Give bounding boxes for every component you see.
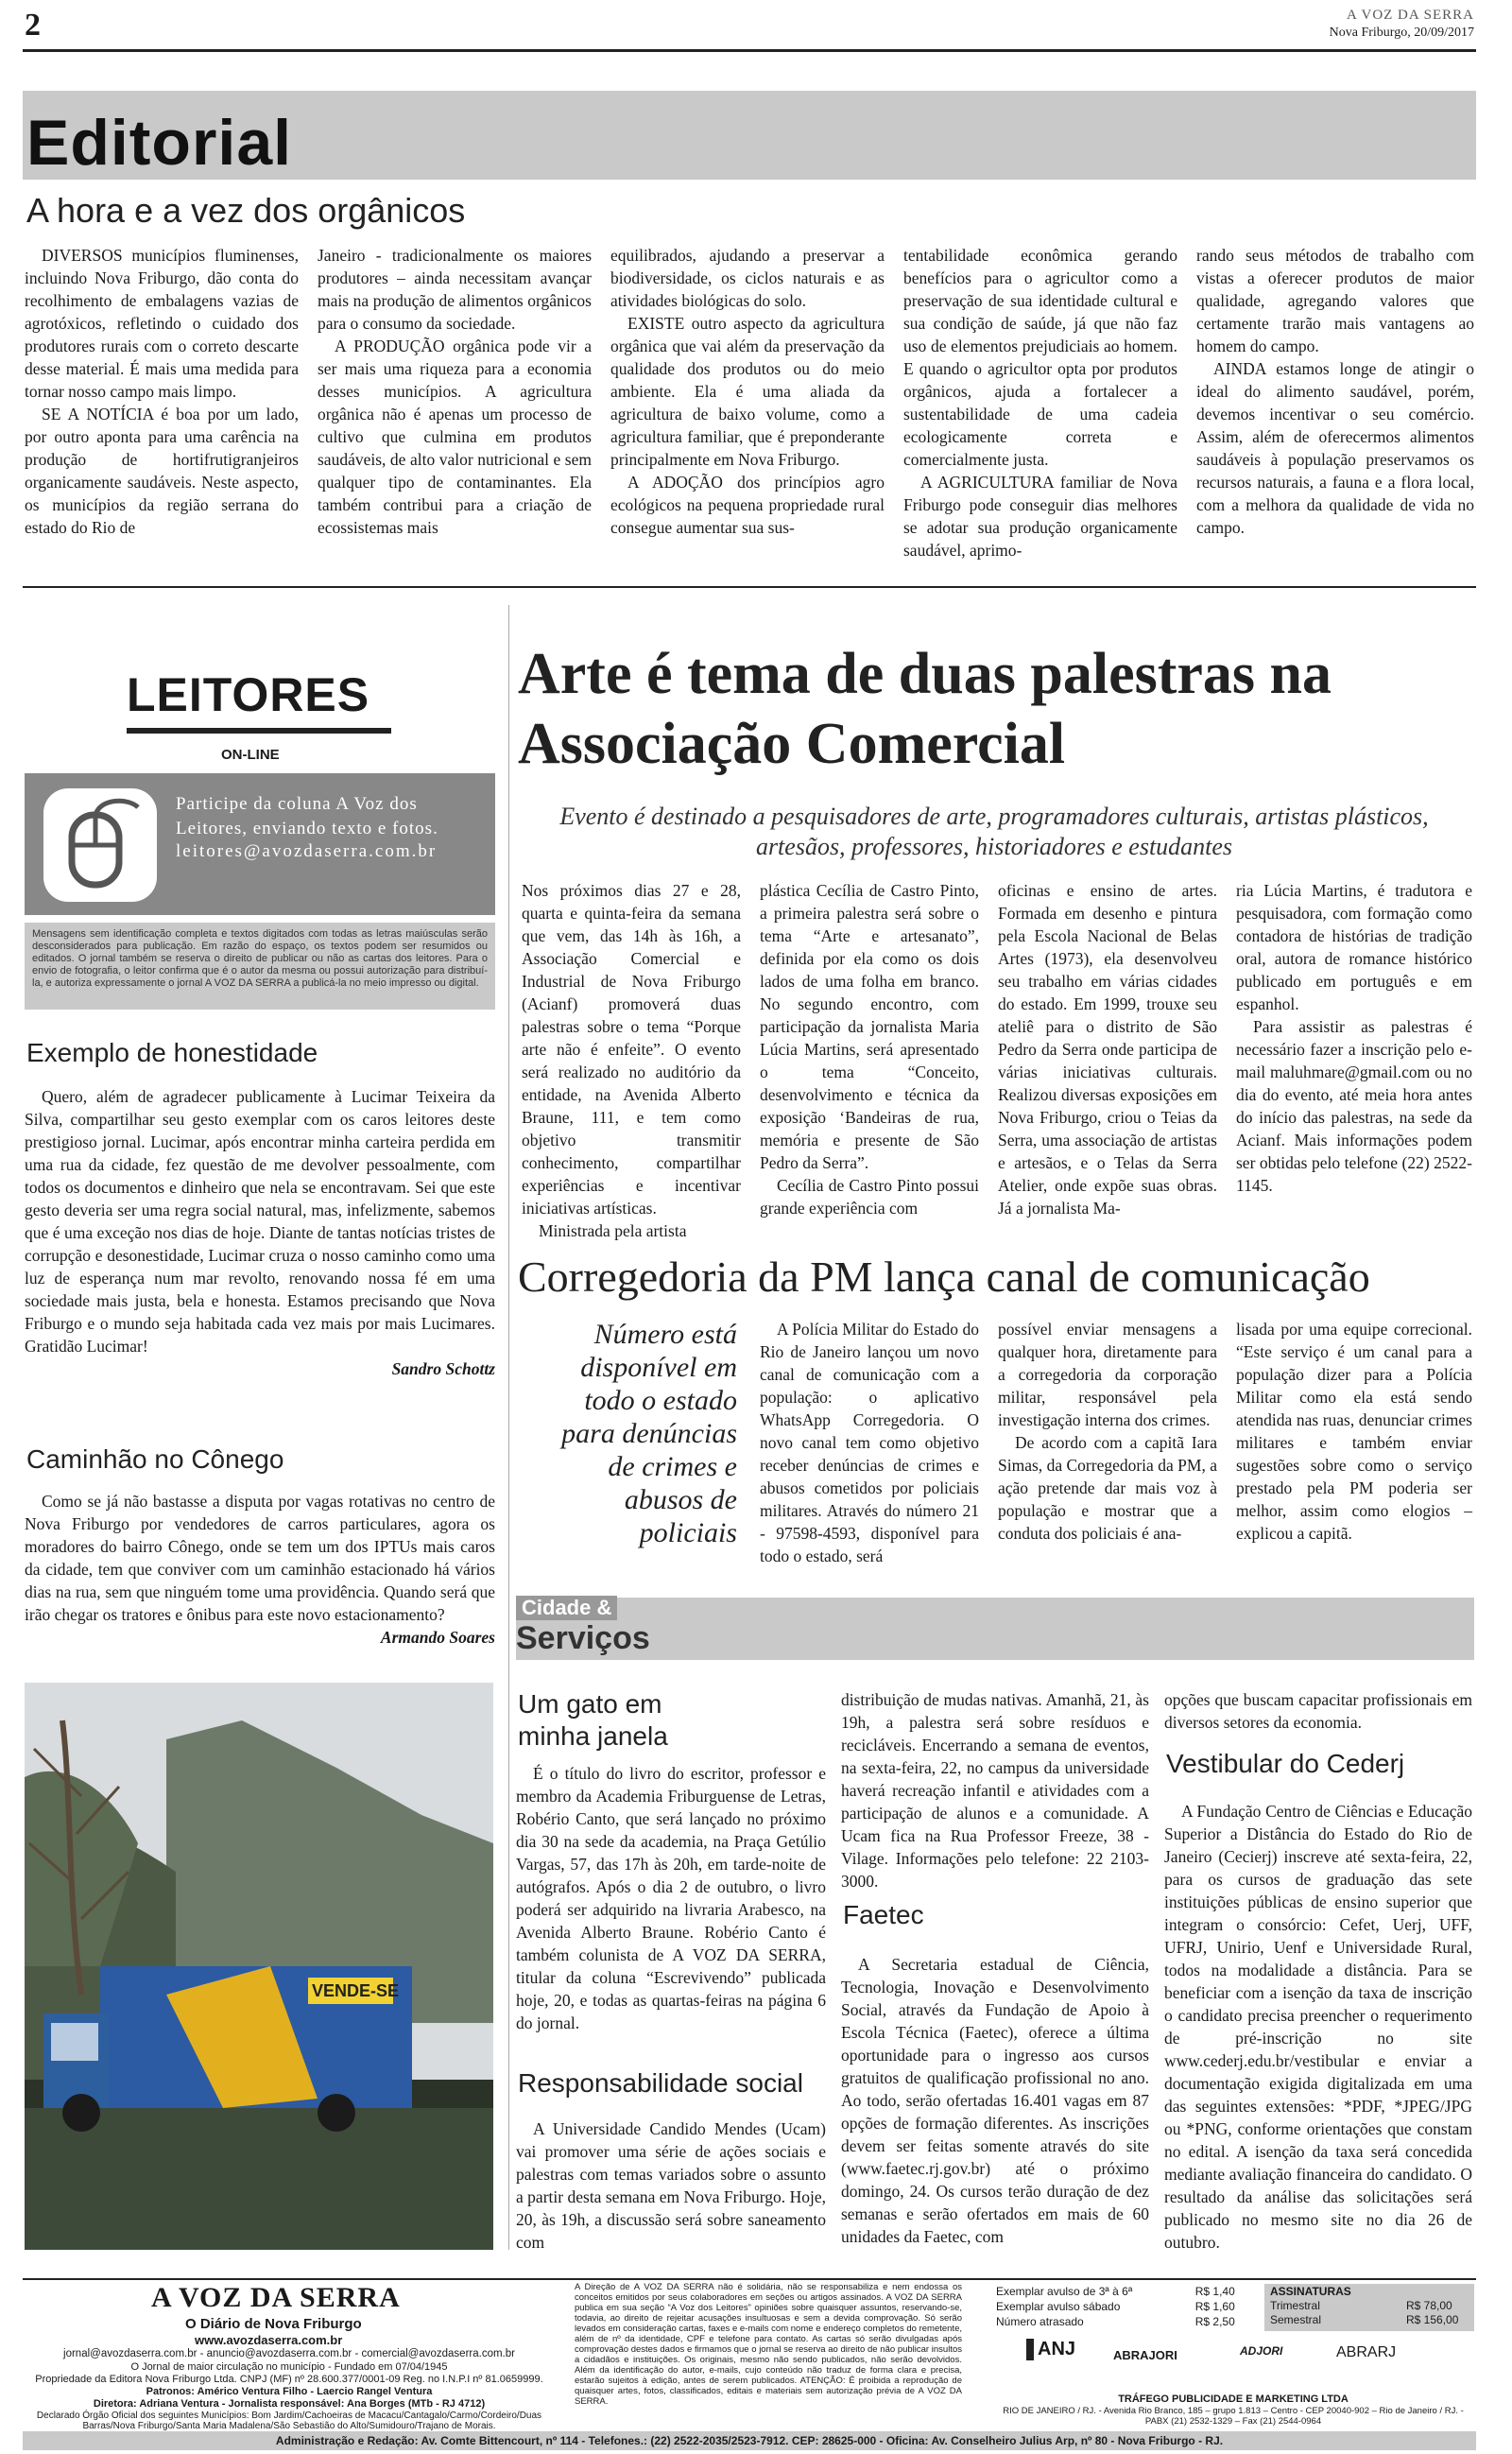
truck-sign: VENDE-SE xyxy=(312,1981,400,2000)
faetec-body: A Secretaria estadual de Ciência, Tecnologia, Inovação e Desenvolvimento Social, através da Fundação de Apoio à Escola Técnica (Faetec), oferece a última oportunidade para o ingresso aos cursos gratuitos de qualificação profissional no ano. Ao todo, serão ofertadas 16.401 vagas em 87 opções de formação diferentes. As inscrições devem ser feitas somente através do site (www.faetec.rj.gov.br) até o próximo domingo, 24. Os cursos terão duração de dez semanas e serão ofertados em mais de 60 unidades da Faetec, com xyxy=(841,1955,1149,2246)
arte-par: Cecília de Castro Pinto possui grande experiência com xyxy=(760,1176,979,1218)
faetec-cont: opções que buscam capacitar profissionais em diversos setores da economia. xyxy=(1164,1690,1472,1732)
letter-1-title: Exemplo de honestidade xyxy=(26,1038,318,1067)
paper-name: A VOZ DA SERRA xyxy=(1347,8,1474,23)
arte-col-1 xyxy=(522,879,741,1240)
pm-col-2 xyxy=(998,1318,1217,1573)
editorial-par: tentabilidade econômica gerando benefícios para o agricultor como a preservação de sua identidade cultural e sua condição de saúde, já que não faz uso de elementos prejudiciais ao homem. E quando o agricultor opta por produtos orgânicos, ajuda a fortalecer a sustentabilidade de uma cadeia ecologicamente correta e comercialmente justa. xyxy=(903,246,1177,469)
subs-label-1: Trimestral xyxy=(1270,2299,1320,2312)
footer-founded: O Jornal de maior circulação no município - Fundado em 07/04/1945 xyxy=(130,2361,448,2373)
letter-2-body: Como se já não bastasse a disputa por vagas rotativas no centro de Nova Friburgo por vendedores de carros particulares, agora os moradores do bairro Cônego, onde se tem um dos IPTUs mais caros da cidade, tem que conviver com um caminhão estacionado há vários dias na rua, sem que ninguém tome uma providência. Quando será que irão chegar os tratores e ônibus para este novo estacionamento? xyxy=(25,1492,495,1624)
arte-par: oficinas e ensino de artes. Formada em desenho e pintura pela Escola Nacional de Belas Artes (1973), ela desenvolveu seu trabalho em várias cidades do estado. Em 1999, trouxe seu ateliê para o distrito de São Pedro da Serra onde participa de várias iniciativas culturais. Realizou diversas exposições em Nova Friburgo, criou o Teias da Serra, uma associação de artistas e artesãos, e o Telas da Serra Atelier, onde expõe suas obras. Já a jornalista Ma- xyxy=(998,881,1217,1218)
editorial-col-4 xyxy=(903,244,1177,565)
cederj-body: A Fundação Centro de Ciências e Educação Superior a Distância do Estado do Rio de Janeiro (Cecierj) inscreve até sexta-feira, 22, para os cursos de graduação das sete instituições públicas de ensino superior que integram o consórcio: Cefet, Uerj, UFF, UFRJ, Unirio, Uenf e Universidade Rural, todos na modalidade a distância. Para se beneficiar com a isenção da taxa de inscrição o candidato precisa preencher o requerimento de pré-inscrição no site www.cederj.edu.br/vestibular e enviar a documentação exigida digitalizada em uma das seguintes extensões: *PDF, *JPEG/JPG ou *PNG, conforme orientações que constam no edital. A isenção da taxa será concedida mediante avaliação financeira do candidato. O resultado da análise das solicitações será publicado no mesmo site no dia 26 de outubro. xyxy=(1164,1802,1472,2252)
subs-label-2: Semestral xyxy=(1270,2313,1322,2326)
cidade-label-bottom: Serviços xyxy=(516,1620,650,1656)
pm-par: De acordo com a capitã Iara Simas, da Corregedoria da PM, a ação pretende dar mais voz à população e mostrar que a conduta dos policiais é ana- xyxy=(998,1433,1217,1543)
logo-abrarj: ABRARJ xyxy=(1336,2344,1397,2360)
arte-subhead: Evento é destinado a pesquisadores de arte, programadores culturais, artistas plásticos, artesãos, professores, historiadores e estudantes xyxy=(559,803,1429,860)
leitores-invite: Participe da coluna A Voz dos Leitores, enviando texto e fotos. xyxy=(176,794,438,838)
editorial-par: AINDA estamos longe de atingir o ideal do alimento saudável, porém, devemos incentivar o seu comércio. Assim, além de oferecermos alimentos saudáveis à população preservamos os recursos naturais, a fauna e a flora local, com a melhora da qualidade de vida no campo. xyxy=(1196,359,1474,537)
resp-body: A Universidade Candido Mendes (Ucam) vai promover uma série de ações sociais e palestras com temas variados sobre o assunto a partir desta semana em Nova Friburgo. Hoje, 20, às 19h, a discussão será sobre saneamento com xyxy=(516,2119,826,2252)
editorial-title: A hora e a vez dos orgânicos xyxy=(26,191,466,230)
section-title: Editorial xyxy=(26,107,293,179)
leitores-email[interactable]: leitores@avozdaserra.com.br xyxy=(176,841,438,861)
column-divider xyxy=(508,605,509,2250)
gato-body-col xyxy=(516,1762,826,2065)
truck-photo xyxy=(25,1683,493,2250)
arte-col-2 xyxy=(760,879,979,1218)
faetec-title: Faetec xyxy=(843,1900,924,1929)
editorial-par: equilibrados, ajudando a preservar a biodiversidade, os ciclos naturais e as atividades biológicas do solo. xyxy=(610,246,885,310)
cidade-label-top: Cidade & xyxy=(516,1596,617,1620)
leitores-logo-sub: ON-LINE xyxy=(221,747,280,763)
leitores-logo-line xyxy=(127,728,391,734)
pm-pullquote: Número está disponível em todo o estado para denúncias de crimes e abusos de policiais xyxy=(561,1319,737,1548)
footer-masthead-sub: O Diário de Nova Friburgo xyxy=(185,2316,362,2332)
editorial-par: rando seus métodos de trabalho com vistas a oferecer produtos de maior qualidade, agregando valores que certamente trarão mais vantagens ao homem do campo. xyxy=(1196,246,1474,355)
editorial-col-2 xyxy=(318,244,592,565)
editorial-col-3 xyxy=(610,244,885,565)
footer-disclaimer: A Direção de A VOZ DA SERRA não é solidária, não se responsabiliza e nem endossa os conceitos emitidos por seus colaboradores em seções ou artigos assinados. A VOZ DA SERRA publica em sua seção “A Voz dos Leitores” opiniões sobre quaisquer assuntos, reservando-se, todavia, ao direito de rejeitar acusações insultuosas e sem a devida comprovação. Só serão levados em consideração cartas, faxes e e-mails com nome e endereço completos do remetente, além de nº da identidade, CPF e telefone para contato. As cartas só serão divulgadas após comprovação destes dados e firmamos que o jornal se reserva ao direito de não publicar insultos a cidadãos e instituições. Os originais, mesmo não sendo publicados, não serão devolvidos. Além da identificação do autor, e-mails, cujo conteúdo não traduz de forma clara e precisa, estarão sujeitos à edição, antes de serem publicados. ATENÇÃO: É proibida a reprodução de quaisquer artes, fotos, classificados, editais e materiais sem autorização prévia de A VOZ DA SERRA. xyxy=(575,2282,962,2407)
footer-diretora: Diretora: Adriana Ventura - Jornalista responsável: Ana Borges (MTb - RJ 4712) xyxy=(93,2398,486,2410)
subs-value-1: R$ 78,00 xyxy=(1406,2299,1452,2312)
price-row xyxy=(992,2299,1257,2314)
logo-abrajori: ABRAJORI xyxy=(1113,2348,1177,2362)
pm-par: lisada por uma equipe correcional. “Este serviço é um canal para a população dizer para a Polícia Militar como ela está sendo atendida nas ruas, denunciar crimes militares e também enviar sugestões sobre como o serviço prestado pela PM poderia ser melhor, assim como elogios – explicou a capitã. xyxy=(1236,1320,1472,1543)
letter-1-signature: Sandro Schottz xyxy=(391,1359,495,1378)
logo-adjori: ADJORI xyxy=(1240,2344,1283,2358)
logo-anj: ANJ xyxy=(1026,2339,1075,2360)
arte-col-4 xyxy=(1236,879,1472,1201)
arte-par: Nos próximos dias 27 e 28, quarta e quinta-feira da semana que vem, das 14h às 16h, a Associação Comercial e Industrial de Nova Friburgo (Acianf) promoverá duas palestras sobre o tema “Porque arte não é enfeite”. O evento será realizado no auditório da entidade, na Avenida Alberto Braune, 111, e tem como objetivo transmitir conhecimento, compartilhar experiências e incentivar iniciativas artísticas. xyxy=(522,881,741,1218)
cidade-label-box xyxy=(516,1598,1474,1660)
price-label: Exemplar avulso sábado xyxy=(996,2300,1121,2313)
letter-1-body: Quero, além de agradecer publicamente à Lucimar Teixeira da Silva, compartilhar seu gesto exemplar com os caros leitores deste prestigioso jornal. Lucimar, após encontrar minha carteira perdida em uma rua da cidade, fez questão de me devolver pessoalmente, com todos os documentos e dinheiro que nela se encontravam. Sei que este gesto deveria ser uma regra social natural, mas, infelizmente, sabemos que é uma exceção nos dias de hoje. Diante de tantas notícias tristes de corrupção e desonestidade, Lucimar cruza o nosso caminho como uma luz de esperança num mar revolto, renovando nossa fé em uma sociedade mais justa, bela e honesta. Estamos precisando que Nova Friburgo e o mundo seja habitada cada vez mais por mais Lucimares. Gratidão Lucimar! xyxy=(25,1087,495,1356)
pm-par: possível enviar mensagens a qualquer hora, diretamente para a corregedoria da corporação militar, responsável pela investigação interna dos crimes. xyxy=(998,1320,1217,1429)
price-value: R$ 1,60 xyxy=(1194,2300,1235,2313)
gato-title: Um gato em minha janela xyxy=(518,1689,668,1751)
price-label: Exemplar avulso de 3ª à 6ª xyxy=(996,2285,1133,2298)
price-row xyxy=(992,2314,1257,2329)
editorial-par: EXISTE outro aspecto da agricultura orgânica que vai além da preservação da qualidade dos produtos ou do meio ambiente. Ela é uma aliada da agricultura de baixo volume, como a agricultura familiar, que é preponderante principalmente em Nova Friburgo. xyxy=(610,314,885,469)
price-value: R$ 1,40 xyxy=(1194,2285,1235,2298)
subs-value-2: R$ 156,00 xyxy=(1406,2313,1459,2326)
mouse-icon xyxy=(34,779,166,911)
footer-address-bar: Administração e Redação: Av. Comte Bittencourt, nº 114 - Telefones.: (22) 2522-2035/2523-7912. CEP: 28625-000 - Oficina: Av. Conselheiro Julius Arp, nº 80 - Nova Friburgo - RJ. xyxy=(23,2431,1476,2450)
price-value: R$ 2,50 xyxy=(1194,2315,1235,2328)
pm-headline: Corregedoria da PM lança canal de comunicação xyxy=(518,1253,1370,1301)
editorial-par: A PRODUÇÃO orgânica pode vir a ser mais uma riqueza para a economia desses municípios. A agricultura orgânica não é apenas um processo de cultivo que culmina em produtos saudáveis, de alto valor nutricional e sem qualquer tipo de contaminantes. Ela também contribui para a criação de ecossistemas mais xyxy=(318,337,592,537)
gato-body: É o título do livro do escritor, professor e membro da Academia Friburguense de Letras, Robério Canto, que será lançado no próximo dia 30 na sede da academia, na Praça Getúlio Vargas, 57, das 17h às 20h, em tarde-noite de autógrafos. Após o dia 2 de outubro, o livro poderá ser adquirido na livraria Arabesco, na Avenida Alberto Braune. Robério Canto é também colunista de A VOZ DA SERRA, titular da coluna “Escrevivendo” publicada hoje, 20, e todas as quartas-feiras na página 6 do jornal. xyxy=(516,1764,826,2032)
letter-1 xyxy=(25,1085,495,1426)
price-label: Número atrasado xyxy=(996,2315,1084,2328)
footer-emails: jornal@avozdaserra.com.br - anuncio@avozdaserra.com.br - comercial@avozdaserra.com.br xyxy=(63,2348,515,2359)
subs-title: ASSINATURAS xyxy=(1270,2285,1351,2298)
footer-masthead: A VOZ DA SERRA xyxy=(151,2282,401,2313)
letter-2-signature: Armando Soares xyxy=(380,1628,495,1647)
page-number: 2 xyxy=(25,8,41,43)
arte-par: Para assistir as palestras é necessário fazer a inscrição pelo e-mail maluhmare@gmail.com ou no dia do evento, até meia hora antes do início das palestras, na sede da Acianf. Mais informações podem ser obtidas pelo telefone (22) 2522-1145. xyxy=(1236,1017,1472,1195)
cederj-body-col xyxy=(1164,1800,1472,2254)
pm-par: A Polícia Militar do Estado do Rio de Janeiro lançou um novo canal de comunicação com a população: o aplicativo WhatsApp Corregedoria. O novo canal tem como objetivo receber denúncias de crimes e abusos cometidos por policiais militares. Através do número 21 - 97598-4593, disponível para todo o estado, será xyxy=(760,1320,979,1565)
footer-site[interactable]: www.avozdaserra.com.br xyxy=(195,2333,343,2347)
pm-col-1 xyxy=(760,1318,979,1573)
footer-patronos: Patronos: Américo Ventura Filho - Laercio Rangel Ventura xyxy=(146,2386,433,2397)
arte-par: plástica Cecília de Castro Pinto, a primeira palestra será sobre o tema “Arte e artesanato”, definida por ela como os dois lados de uma folha em branco. No segundo encontro, com participação da jornalista Maria Lúcia Martins, será apresentado o tema “Conceito, desenvolvimento e técnica da exposição ‘Bandeiras de rua, memória e presente de São Pedro da Serra”. xyxy=(760,881,979,1172)
editorial-par: SE A NOTÍCIA é boa por um lado, por outro aponta para uma carência na produção de hortifrutigranjeiros organicamente saudáveis. Neste aspecto, os municípios da região serrana do estado do Rio de xyxy=(25,405,299,537)
footer-trafego: TRÁFEGO PUBLICIDADE E MARKETING LTDA xyxy=(1118,2394,1349,2405)
editorial-par: Janeiro - tradicionalmente os maiores produtores – ainda necessitam avançar mais na produção de alimentos orgânicos para o consumo da sociedade. xyxy=(318,246,592,333)
faetec-cont-col xyxy=(1164,1688,1472,1745)
date-line: Nova Friburgo, 20/09/2017 xyxy=(1329,26,1474,40)
editorial-col-5 xyxy=(1196,244,1474,565)
arte-col-3 xyxy=(998,879,1217,1218)
footer-top-rule xyxy=(23,2278,1476,2280)
letter-2 xyxy=(25,1490,495,1669)
resp-cont-col xyxy=(841,1688,1149,1906)
editorial-col-1 xyxy=(25,244,299,565)
pm-col-3 xyxy=(1236,1318,1472,1573)
price-row xyxy=(992,2284,1257,2299)
footer-trafego-addr: RIO DE JANEIRO / RJ. - Avenida Rio Branco, 185 – grupo 1.813 – Centro - CEP 20040-902 – Rio de Janeiro / RJ. - PABX (21) 2532-1329 – Fax (21) 2544-0964 xyxy=(1003,2406,1464,2427)
editorial-par: DIVERSOS municípios fluminenses, incluindo Nova Friburgo, dão conta do recolhimento de embalagens vazias de agrotóxicos, refletindo o cuidado dos produtores rurais com o correto descarte desse material. É mais uma medida para tornar nosso campo mais limpo. xyxy=(25,246,299,401)
price-table xyxy=(992,2284,1257,2329)
resp-body-col xyxy=(516,2117,826,2250)
resp-title: Responsabilidade social xyxy=(518,2068,803,2098)
leitores-disclaimer: Mensagens sem identificação completa e textos digitados com todas as letras maiúsculas serão desconsiderados para publicação. Em razão do espaço, os textos podem ser resumidos ou editados. O jornal também se reserva o direito de publicar ou não as cartas dos leitores. Para o envio de fotografia, o leitor confirma que é o autor da mesma ou possui autorização para distribuí-la, e autoriza expressamente o jornal A VOZ DA SERRA a publicá-la no meio impresso ou digital. xyxy=(25,923,495,1010)
editorial-par: A ADOÇÃO dos princípios agro ecológicos na pequena propriedade rural consegue aumentar sua sus- xyxy=(610,473,885,537)
leitores-logo: LEITORES xyxy=(127,668,370,721)
header-rule xyxy=(23,49,1476,52)
arte-par: ria Lúcia Martins, é tradutora e pesquisadora, com formação como contadora de histórias de tradição oral, autora de romance histórico publicado em português e em espanhol. xyxy=(1236,881,1472,1013)
resp-cont: distribuição de mudas nativas. Amanhã, 21, às 19h, a palestra será sobre resíduos e recicláveis. Encerrando a semana de eventos, na sexta-feira, 22, no campus da universidade haverá recreação infantil e atividades com a participação de alunos e a comunidade. A Ucam fica na Rua Professor Freeze, 38 - Vilage. Informações pelo telefone: 22 2103-3000. xyxy=(841,1690,1149,1891)
faetec-body-col xyxy=(841,1953,1149,2255)
arte-headline: Arte é tema de duas palestras na Associação Comercial xyxy=(518,642,1332,776)
editorial-par: A AGRICULTURA familiar de Nova Friburgo pode conseguir dias melhores se adotar sua produção organicamente saudável, aprimo- xyxy=(903,473,1177,560)
cederj-title: Vestibular do Cederj xyxy=(1166,1749,1405,1778)
footer-oficial: Declarado Órgão Oficial dos seguintes Municípios: Bom Jardim/Cachoeiras de Macacu/Cantagalo/Carmo/Cordeiro/Duas Barras/Nova Friburgo/Santa Maria Madalena/São Sebastião do Alto/Sumidouro/Trajano de Morais. xyxy=(36,2411,542,2431)
letter-2-title: Caminhão no Cônego xyxy=(26,1444,284,1474)
footer-owner: Propriedade da Editora Nova Friburgo Ltda. CNPJ (MF) nº 28.600.377/0001-09 Reg. no I.N.P.I nº 81.0659999. xyxy=(35,2374,543,2385)
editorial-bottom-rule xyxy=(23,586,1476,588)
arte-par: Ministrada pela artista xyxy=(539,1221,687,1240)
